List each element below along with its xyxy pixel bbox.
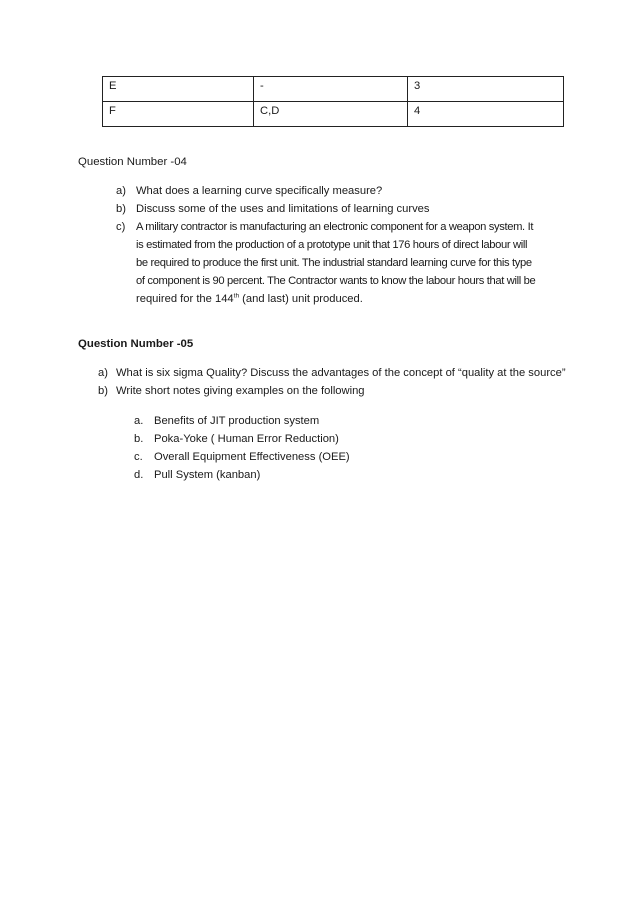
table-cell: F	[103, 102, 254, 127]
text-line: be required to produce the first unit. The industrial standard learning curve for this type	[136, 257, 532, 269]
table-cell: C,D	[254, 102, 408, 127]
list-item	[98, 364, 568, 382]
list-item-text: Write short notes giving examples on the following	[116, 385, 365, 397]
question-5-list	[98, 364, 568, 400]
text-line: A military contractor is manufacturing an electronic component for a weapon system. It	[136, 221, 534, 233]
ordinal-suffix: th	[233, 292, 240, 300]
list-item-text: Pull System (kanban)	[154, 469, 261, 481]
text-line	[136, 290, 566, 308]
list-item	[134, 448, 554, 466]
text-segment: required for the 144	[136, 293, 234, 305]
list-marker: b)	[98, 385, 108, 397]
list-item	[116, 218, 566, 308]
list-item-text: Discuss some of the uses and limitations of learning curves	[136, 203, 430, 215]
activity-table	[102, 76, 564, 127]
table-cell: 3	[408, 77, 564, 102]
table-cell: -	[254, 77, 408, 102]
list-item-text: Poka-Yoke ( Human Error Reduction)	[154, 433, 339, 445]
list-marker: a.	[134, 415, 144, 427]
question-5-heading: Question Number -05	[78, 338, 194, 350]
list-marker: b)	[116, 203, 126, 215]
question-4-list	[116, 182, 566, 308]
text-line: of component is 90 percent. The Contractor wants to know the labour hours that will be	[136, 275, 536, 287]
table-row	[103, 77, 564, 102]
question-4-heading: Question Number -04	[78, 156, 187, 168]
list-marker: c)	[116, 221, 126, 233]
list-item	[134, 466, 554, 484]
table-cell: E	[103, 77, 254, 102]
list-marker: d.	[134, 469, 144, 481]
list-item-text: What is six sigma Quality? Discuss the advantages of the concept of “quality at the source”	[116, 367, 566, 379]
list-item	[116, 200, 566, 218]
list-marker: a)	[98, 367, 108, 379]
table-cell: 4	[408, 102, 564, 127]
text-segment: (and last) unit produced.	[239, 293, 363, 305]
list-item-text	[116, 218, 566, 308]
list-item-text: Benefits of JIT production system	[154, 415, 320, 427]
list-marker: c.	[134, 451, 143, 463]
question-5-sublist	[134, 412, 554, 484]
list-item	[134, 412, 554, 430]
list-item	[134, 430, 554, 448]
table-row	[103, 102, 564, 127]
list-item-text: What does a learning curve specifically measure?	[136, 185, 383, 197]
list-item	[98, 382, 568, 400]
list-item-text: Overall Equipment Effectiveness (OEE)	[154, 451, 350, 463]
list-item	[116, 182, 566, 200]
list-marker: a)	[116, 185, 126, 197]
text-line: is estimated from the production of a prototype unit that 176 hours of direct labour will	[136, 239, 528, 251]
list-marker: b.	[134, 433, 144, 445]
